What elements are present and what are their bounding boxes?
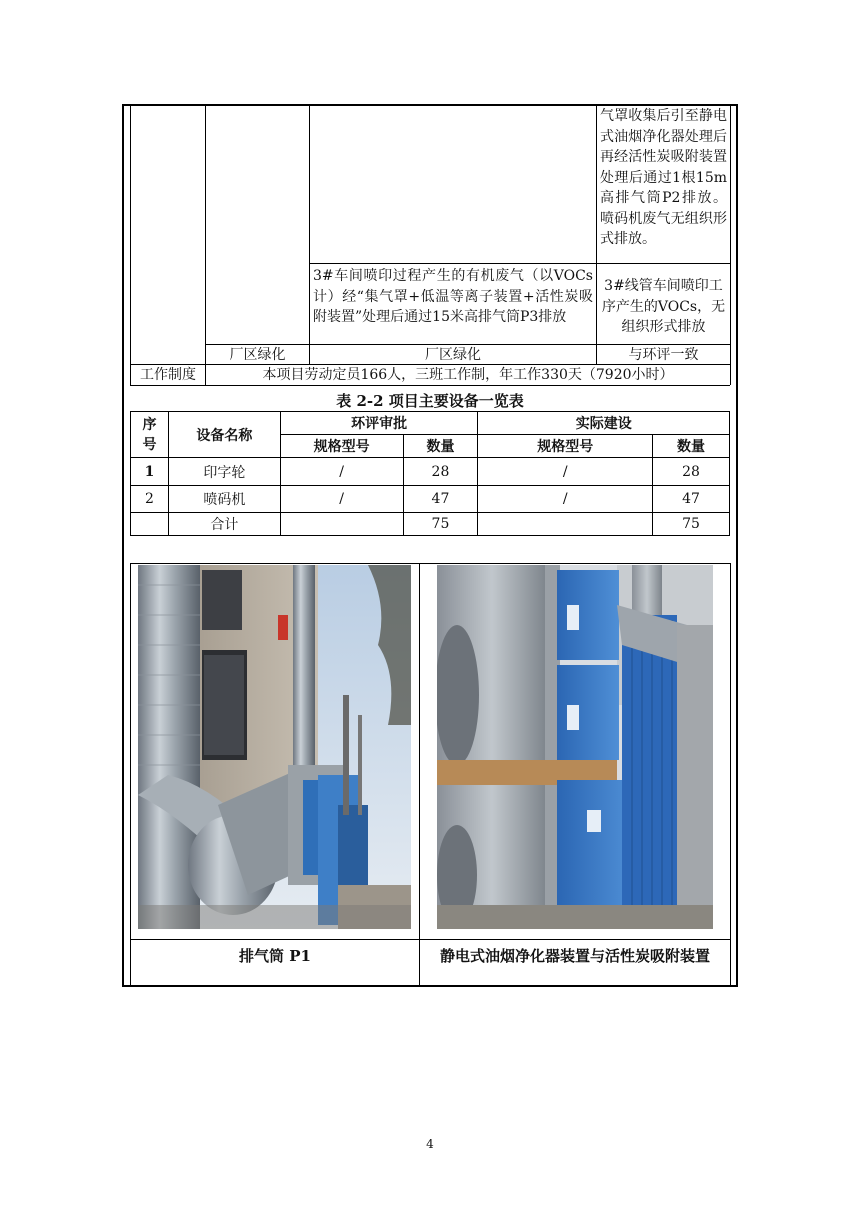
row-env-spec: / — [280, 486, 403, 513]
row3-actual-text: 3#线管车间喷印工序产生的VOCs，无组织形式排放 — [601, 278, 726, 335]
header-actual-spec: 规格型号 — [478, 435, 653, 458]
total-env-spec — [280, 513, 403, 536]
row-actual-qty: 28 — [653, 458, 730, 486]
header-seq — [131, 412, 169, 458]
table-rule — [205, 104, 206, 365]
left-photo-caption: 排气筒 P1 — [239, 947, 311, 965]
green-label: 厂区绿化 — [229, 347, 286, 363]
total-actual-qty: 75 — [653, 513, 730, 536]
photo-table-rule — [730, 563, 731, 987]
photo-table-rule — [130, 563, 131, 987]
right-photo-caption: 静电式油烟净化器装置与活性炭吸附装置 — [439, 947, 710, 965]
table-rule — [130, 104, 131, 385]
header-seq-text: 序号 — [142, 416, 157, 453]
row-actual-spec: / — [478, 458, 653, 486]
table-rule — [596, 104, 597, 365]
table-rule — [730, 104, 731, 385]
total-actual-spec — [478, 513, 653, 536]
header-name: 设备名称 — [168, 412, 280, 458]
table-title: 表 2-2 项目主要设备一览表 — [336, 392, 524, 410]
top-right-cell-text: 气罩收集后引至静电式油烟净化器处理后再经活性炭吸附装置处理后通过1根15m高排气筒P2排放。喷码机废气无组织形式排放。 — [600, 108, 727, 247]
row-env-spec: / — [280, 458, 403, 486]
row-actual-qty: 47 — [653, 486, 730, 513]
page-number: 4 — [426, 1137, 434, 1151]
header-actual-group: 实际建设 — [478, 412, 730, 435]
work-system-label: 工作制度 — [140, 367, 196, 383]
photo-table-rule — [130, 563, 730, 564]
total-label: 合计 — [168, 513, 280, 536]
equipment-table — [130, 411, 730, 536]
row-name: 印字轮 — [168, 458, 280, 486]
green-actual: 与环评一致 — [628, 347, 699, 363]
row-seq: 1 — [131, 458, 169, 486]
photo-exhaust-stack — [138, 565, 411, 929]
photo-table-rule — [130, 939, 730, 940]
row-name: 喷码机 — [168, 486, 280, 513]
header-actual-qty: 数量 — [653, 435, 730, 458]
table-row — [131, 458, 730, 486]
header-env-qty: 数量 — [403, 435, 478, 458]
row-seq: 2 — [131, 486, 169, 513]
total-env-qty: 75 — [403, 513, 478, 536]
row-env-qty: 47 — [403, 486, 478, 513]
row-env-qty: 28 — [403, 458, 478, 486]
row-actual-spec: / — [478, 486, 653, 513]
photo-purifier-equipment — [437, 565, 713, 929]
total-seq — [131, 513, 169, 536]
header-env-spec: 规格型号 — [280, 435, 403, 458]
header-env-group: 环评审批 — [280, 412, 478, 435]
work-system-text: 本项目劳动定员166人，三班工作制，年工作330天（7920小时） — [262, 367, 674, 383]
table-row — [131, 486, 730, 513]
row3-env-text: 3#车间喷印过程产生的有机废气（以VOCs计）经“集气罩+低温等离子装置+活性炭吸附装置”处理后通过15米高排气筒P3排放 — [313, 268, 593, 325]
table-total-row — [131, 513, 730, 536]
table-rule — [309, 104, 310, 365]
table-rule — [309, 263, 730, 264]
green-env: 厂区绿化 — [425, 347, 481, 363]
photo-table-rule — [419, 563, 420, 987]
